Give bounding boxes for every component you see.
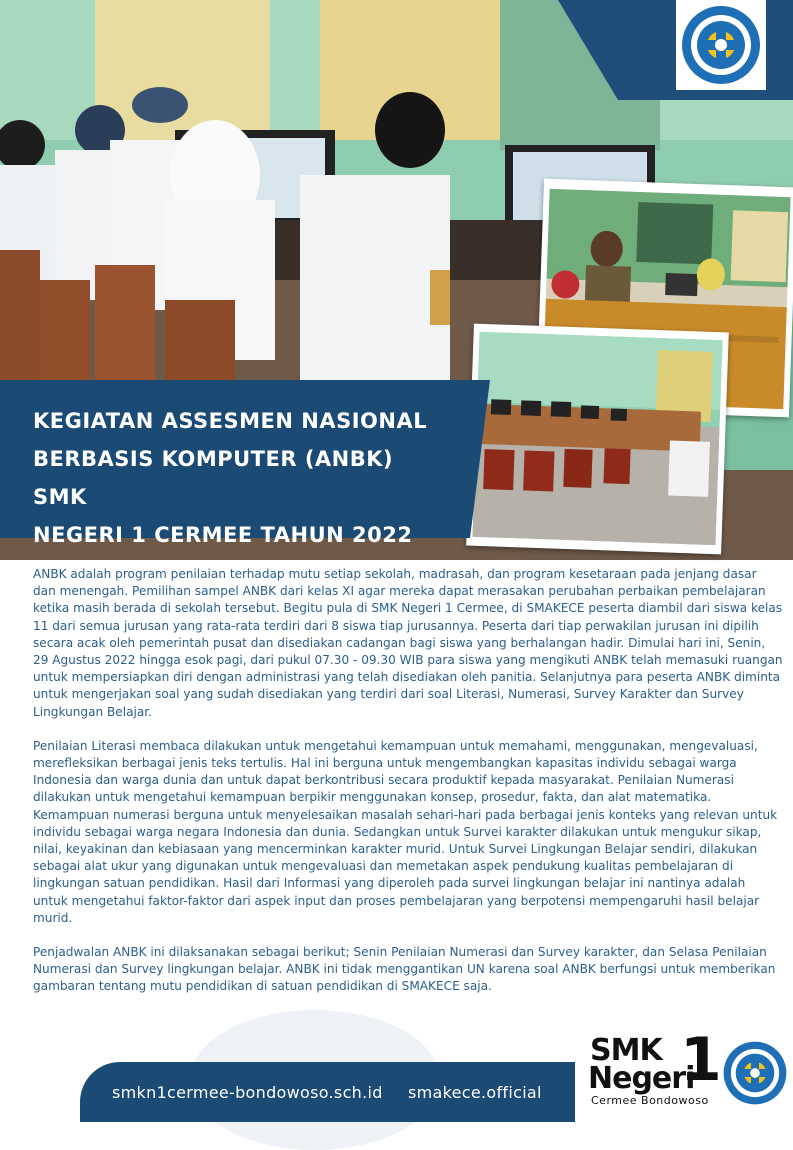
title-line-3: NEGERI 1 CERMEE TAHUN 2022 bbox=[33, 523, 413, 547]
title-line-2: BERBASIS KOMPUTER (ANBK) SMK bbox=[33, 447, 394, 509]
school-emblem-icon bbox=[680, 4, 762, 86]
article-body bbox=[33, 566, 783, 1013]
photo-exam-room bbox=[466, 324, 729, 555]
footer-instagram-link[interactable]: smakece.official bbox=[408, 1083, 542, 1102]
footer-website-link[interactable]: smkn1cermee-bondowoso.sch.id bbox=[112, 1083, 383, 1102]
title-line-1: KEGIATAN ASSESMEN NASIONAL bbox=[33, 409, 428, 433]
brand-negeri-text: Negeri bbox=[588, 1061, 695, 1096]
article-paragraph-2: Penilaian Literasi membaca dilakukan untuk mengetahui kemampuan untuk memahami, menggunakan, mengevaluasi, merefleksikan berbagai jenis teks tertulis. Hal ini berguna untuk mengembangkan kapasitas individu sebagai warga Indonesia dan warga dunia dan untuk dapat berkontribusi secara produktif kepada masyarakat. Penilaian Numerasi dilakukan untuk mengetahui kemampuan berpikir menggunakan konsep, prosedur, fakta, dan alat matematika. Kemampuan numerasi berguna untuk menyelesaikan masalah sehari-hari pada berbagai jenis konteks yang relevan untuk individu sebagai warga negara Indonesia dan dunia. Sedangkan untuk Survei karakter dilakukan untuk mengukur sikap, nilai, keyakinan dan kebiasaan yang mencerminkan karakter murid. Untuk Survei Lingkungan Belajar sendiri, dilakukan sebagai alat ukur yang digunakan untuk mengevaluasi dan memetakan aspek pendukung kualitas pembelajaran di lingkungan satuan pendidikan. Hasil dari Informasi yang diperoleh pada survei lingkungan belajar ini nantinya adalah untuk mengetahui faktor-faktor dari aspek input dan proses pembelajaran yang berpotensi mempengaruhi hasil belajar murid. bbox=[33, 738, 778, 925]
article-paragraph-1: ANBK adalah program penilaian terhadap mutu setiap sekolah, madrasah, dan program kesetaraan pada jenjang dasar dan menengah. Pemilihan sampel ANBK dari kelas XI agar mereka dapat merasakan perubahan perbaikan pembelajaran ketika masih berada di sekolah tersebut. Begitu pula di SMK Negeri 1 Cermee, di SMAKECE peserta diambil dari siswa kelas 11 dari semua jurusan yang rata-rata terdiri dari 8 siswa tiap jurusannya. Peserta dari tiap perwakilan jurusan ini dipilih secara acak oleh pemerintah pusat dan disediakan cadangan bagi siswa yang berhalangan hadir. Dimulai hari ini, Senin, 29 Agustus 2022 hingga esok pagi, dari pukul 07.30 - 09.30 WIB para siswa yang mengikuti ANBK telah memasuki ruangan untuk mempersiapkan diri dengan administrasi yang telah disediakan oleh panitia. Selanjutnya para peserta ANBK diminta untuk mengerjakan soal yang sudah disediakan yang terdiri dari soal Literasi, Numerasi, Survey Karakter dan Survey Lingkungan Belajar. bbox=[33, 567, 783, 719]
brand-one-text: 1 bbox=[680, 1025, 722, 1095]
school-logo-bottom bbox=[722, 1040, 788, 1106]
page-title bbox=[33, 402, 453, 554]
school-logo-top bbox=[676, 0, 766, 90]
brand-subtitle: Cermee Bondowoso bbox=[591, 1094, 709, 1107]
school-emblem-small-icon bbox=[722, 1040, 788, 1106]
article-paragraph-3: Penjadwalan ANBK ini dilaksanakan sebagai berikut; Senin Penilaian Numerasi dan Survey karakter, dan Selasa Penilaian Numerasi dan Survey lingkungan belajar. ANBK ini tidak menggantikan UN karena soal ANBK berfungsi untuk memberikan gambaran tentang mutu pendidikan di satuan pendidikan di SMAKECE saja. bbox=[33, 945, 776, 994]
brand-smk-text: SMK bbox=[590, 1033, 662, 1068]
